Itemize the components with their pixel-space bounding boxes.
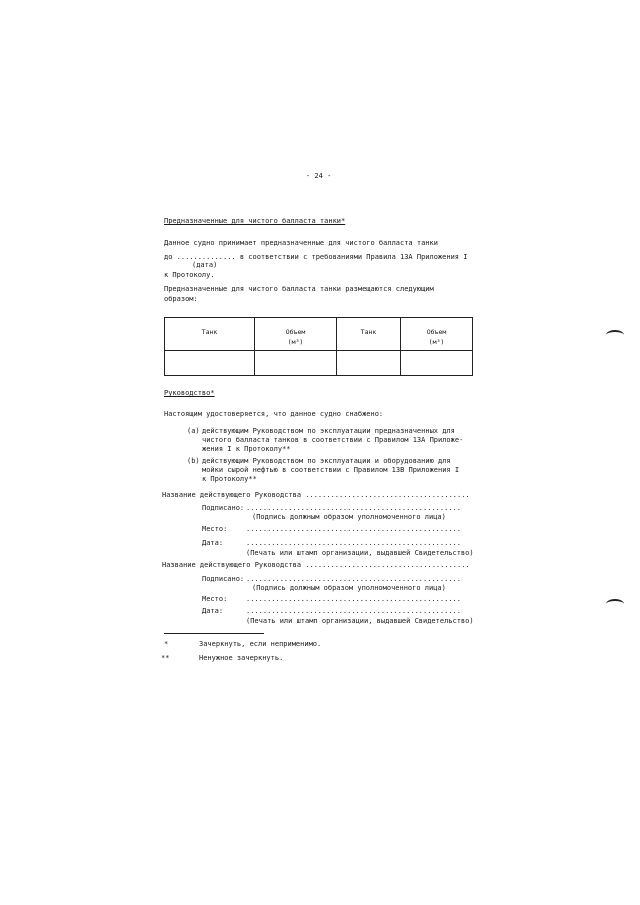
date-caption: (Печать или штамп организации, выдавшей Свидетельство) (246, 549, 474, 557)
header-volume-unit: (м³) (428, 337, 445, 346)
manual-title-line: Название действующего Руководства ....................................... (162, 491, 470, 499)
table-header-volume (255, 318, 337, 351)
tanks-arrange-line2: образом: (164, 295, 198, 303)
tanks-date-label: (дата) (192, 261, 218, 269)
signed-caption: (Подпись должным образом уполномоченного лица) (252, 584, 446, 592)
item-b-line1: действующим Руководством по эксплуатации и оборудованию для (202, 457, 451, 465)
signed-label: Подписано: (202, 504, 245, 512)
place-label: Место: (202, 595, 228, 603)
item-a-line2: чистого балласта танков в соответствии с Правилом 13А Приложе- (202, 436, 464, 444)
table-header-tank (165, 318, 255, 351)
place-dots: ................................................... (246, 525, 461, 533)
tanks-intro-line3: к Протоколу. (164, 271, 215, 279)
table-cell (337, 351, 401, 376)
signed-dots: ................................................... (246, 575, 461, 583)
header-volume-unit: (м³) (287, 337, 304, 346)
item-a-line1: действующим Руководством по эксплуатации предназначенных для (202, 427, 455, 435)
table-header-tank (337, 318, 401, 351)
item-a-marker: (a) (187, 427, 200, 435)
table-row (165, 351, 473, 376)
table-cell (255, 351, 337, 376)
date-dots: ................................................... (246, 539, 461, 547)
header-volume-label: Объем (426, 328, 447, 336)
date-dots: ................................................... (246, 607, 461, 615)
header-tank-label: Танк (201, 328, 218, 336)
date-caption: (Печать или штамп организации, выдавшей Свидетельство) (246, 617, 474, 625)
date-label: Дата: (202, 539, 224, 547)
signed-dots: ................................................... (246, 504, 461, 512)
signed-caption: (Подпись должным образом уполномоченного лица) (252, 513, 446, 521)
tanks-intro-line2: до .............. в соответствии с требованиями Правила 13А Приложения I (164, 253, 468, 261)
tanks-intro-line1: Данное судно принимает предназначенные для чистого балласта танки (164, 239, 438, 247)
footnote-text: Зачеркнуть, если неприменимо. (199, 640, 322, 648)
place-dots: ................................................... (246, 595, 461, 603)
footnote-divider (164, 633, 264, 634)
table-cell (401, 351, 473, 376)
tanks-heading: Предназначенные для чистого балласта танки* (164, 217, 346, 225)
signed-label: Подписано: (202, 575, 245, 583)
footnote-text: Ненужное зачеркнуть. (199, 654, 284, 662)
ballast-tank-table (164, 317, 473, 376)
manual-certify: Настоящим удостоверяется, что данное судно снабжено: (164, 410, 384, 418)
item-b-line3: к Протоколу** (202, 475, 257, 483)
header-volume-label: Объем (285, 328, 306, 336)
header-tank-label: Танк (360, 328, 377, 336)
manual-heading: Руководство* (164, 389, 215, 397)
page-number: - 24 - (306, 172, 332, 180)
manual-title-line: Название действующего Руководства ....................................... (162, 561, 470, 569)
date-label: Дата: (202, 607, 224, 615)
item-a-line3: жения I к Протоколу** (202, 445, 291, 453)
tanks-arrange-line1: Предназначенные для чистого балласта танки размещаются следующим (164, 285, 434, 293)
footnote-marker: * (164, 640, 169, 648)
footnote-marker: ** (161, 654, 170, 662)
table-header-volume (401, 318, 473, 351)
place-label: Место: (202, 525, 228, 533)
table-header-row (165, 318, 473, 351)
binder-hole-mark (606, 599, 624, 609)
table-cell (165, 351, 255, 376)
item-b-marker: (b) (187, 457, 200, 465)
item-b-line2: мойки сырой нефтью в соответствии с Правилом 13B Приложения I (202, 466, 460, 474)
binder-hole-mark (606, 330, 624, 340)
